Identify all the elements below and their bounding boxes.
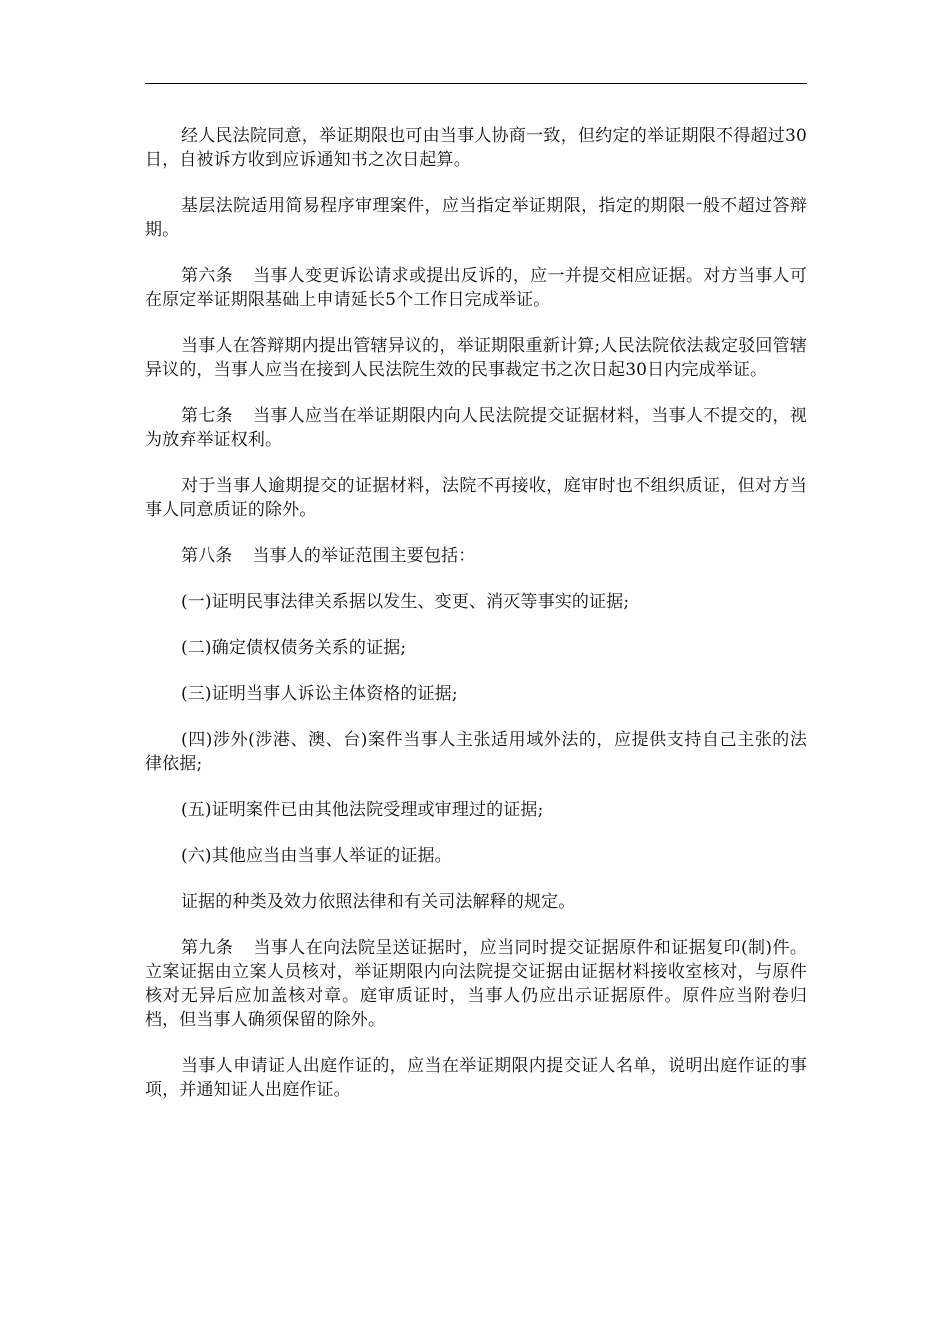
article-heading: 第七条 [181,406,233,426]
list-item-text: (三)证明当事人诉讼主体资格的证据; [181,684,458,704]
list-item-6 [145,844,807,868]
paragraph-text: 当事人在向法院呈送证据时，应当同时提交证据原件和证据复印(制)件。立案证据由立案人员核对，举证期限内向法院提交证据由证据材料接收室核对，与原件核对无异后应加盖核对章。庭审质证时，当事人仍应出示证据原件。原件应当附卷归档，但当事人确须保留的除外。 [145,938,807,1030]
paragraph-text: 经人民法院同意，举证期限也可由当事人协商一致，但约定的举证期限不得超过30日，自被诉方收到应诉通知书之次日起算。 [145,126,807,170]
list-item-text: (五)证明案件已由其他法院受理或审理过的证据; [181,800,544,820]
paragraph-16 [145,1054,807,1102]
paragraph-text: 当事人申请证人出庭作证的，应当在举证期限内提交证人名单，说明出庭作证的事项，并通知证人出庭作证。 [145,1056,807,1100]
article-6-paragraph [145,264,807,312]
paragraph-text: 当事人应当在举证期限内向人民法院提交证据材料，当事人不提交的，视为放弃举证权利。 [145,406,807,450]
list-item-3 [145,682,807,706]
header-rule [145,83,807,84]
article-7-paragraph [145,404,807,452]
paragraph-text: 当事人的举证范围主要包括： [252,546,476,566]
list-item-5 [145,798,807,822]
document-body [145,124,807,1124]
article-heading: 第九条 [181,938,234,958]
list-item-text: (一)证明民事法律关系据以发生、变更、消灭等事实的证据; [181,592,630,612]
paragraph-text: 基层法院适用简易程序审理案件，应当指定举证期限，指定的期限一般不超过答辩期。 [145,196,807,240]
paragraph-2 [145,194,807,242]
paragraph-text: 当事人在答辩期内提出管辖异议的，举证期限重新计算;人民法院依法裁定驳回管辖异议的，当事人应当在接到人民法院生效的民事裁定书之次日起30日内完成举证。 [145,336,807,380]
paragraph-1 [145,124,807,172]
list-item-text: (六)其他应当由当事人举证的证据。 [181,846,452,866]
paragraph-text: 对于当事人逾期提交的证据材料，法院不再接收，庭审时也不组织质证，但对方当事人同意质证的除外。 [145,476,807,520]
article-heading: 第六条 [181,266,233,286]
paragraph-14 [145,890,807,914]
article-heading: 第八条 [181,546,233,566]
list-item-text: (四)涉外(涉港、澳、台)案件当事人主张适用域外法的，应提供支持自己主张的法律依据; [145,730,807,774]
list-item-4 [145,728,807,776]
paragraph-4 [145,334,807,382]
list-item-text: (二)确定债权债务关系的证据; [181,638,407,658]
paragraph-6 [145,474,807,522]
article-9-paragraph [145,936,807,1032]
list-item-1 [145,590,807,614]
paragraph-text: 当事人变更诉讼请求或提出反诉的，应一并提交相应证据。对方当事人可在原定举证期限基础上申请延长5个工作日完成举证。 [145,266,807,310]
list-item-2 [145,636,807,660]
paragraph-text: 证据的种类及效力依照法律和有关司法解释的规定。 [181,892,576,912]
article-8-paragraph [145,544,807,568]
